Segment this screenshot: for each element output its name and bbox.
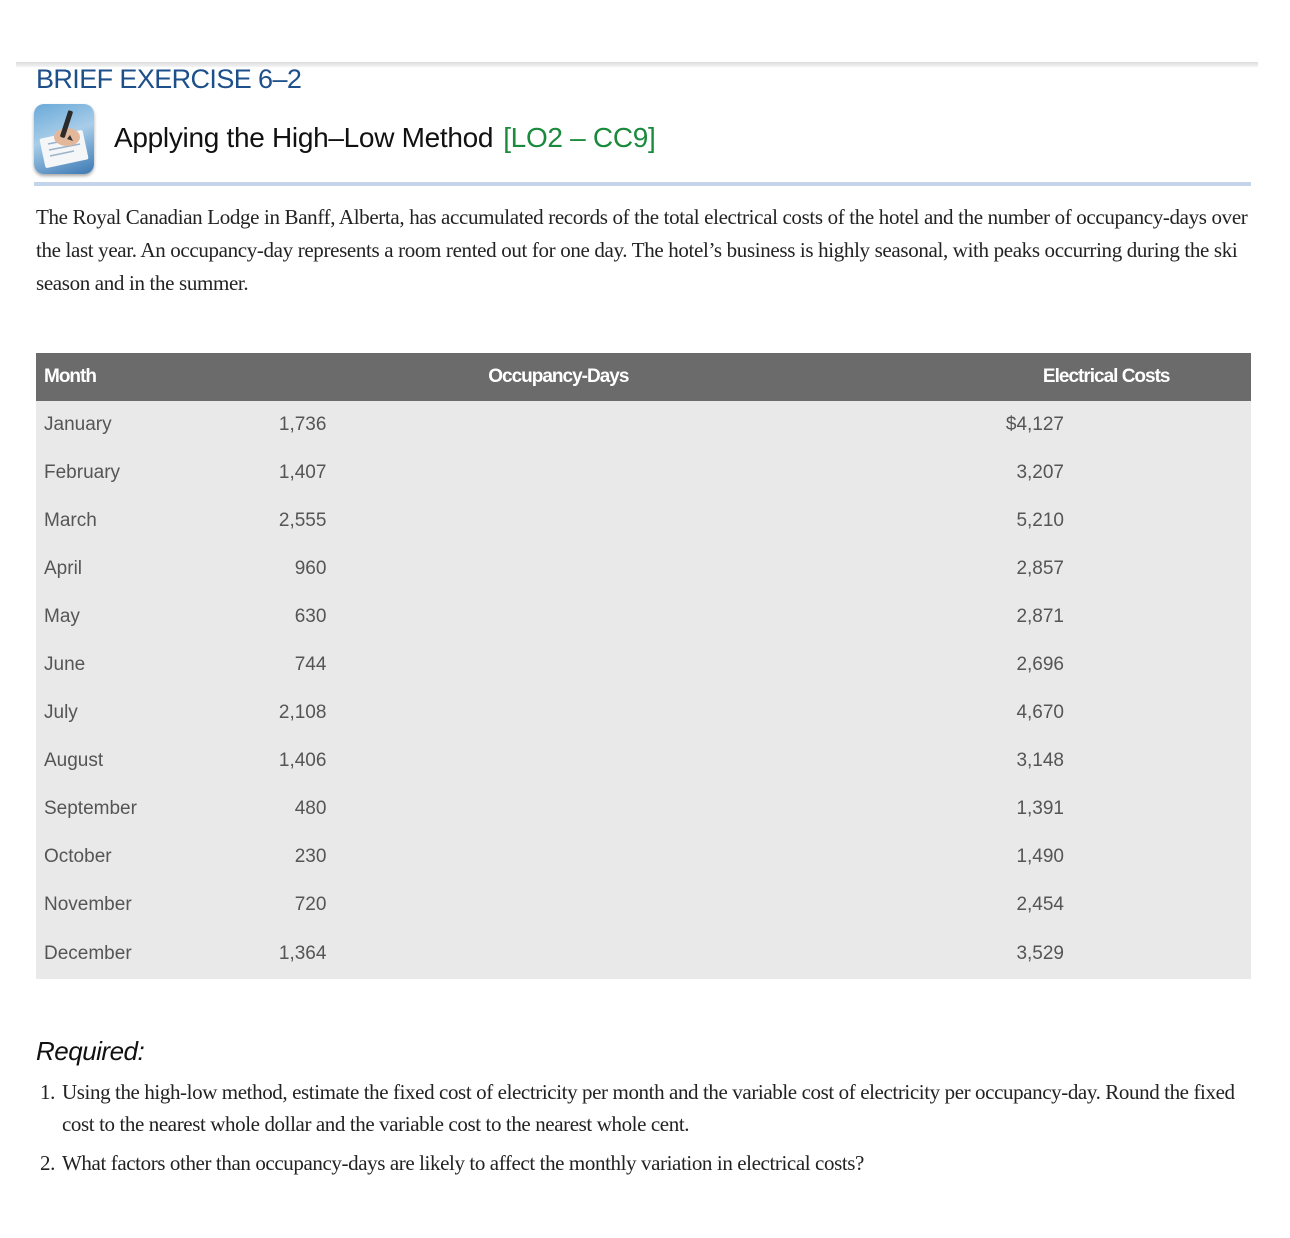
table-row (36, 833, 1251, 881)
table-row (36, 929, 1251, 979)
column-header-occupancy-days: Occupancy-Days (488, 366, 629, 387)
electrical-costs-cell: 2,696 (1016, 654, 1064, 675)
required-item-text: Using the high-low method, estimate the fixed cost of electricity per month and the variable cost of electricity per occupancy-day. Round the fixed cost to the nearest whole dollar and the variable cost to the nearest whole cent. (62, 1080, 1235, 1136)
title-row (34, 104, 1250, 180)
month-cell: September (44, 798, 137, 819)
electrical-costs-cell: 4,670 (1016, 702, 1064, 723)
occupancy-days-cell: 230 (294, 846, 327, 867)
occupancy-days-cell: 1,407 (278, 462, 327, 483)
title-label: Applying the High–Low Method (114, 122, 494, 153)
occupancy-days-cell: 2,555 (278, 510, 327, 531)
occupancy-days-cell: 480 (294, 798, 327, 819)
table-row (36, 449, 1251, 497)
occupancy-days-cell: 1,736 (278, 414, 327, 435)
electrical-costs-cell: 3,207 (1016, 462, 1064, 483)
month-cell: March (44, 510, 97, 531)
table-row (36, 881, 1251, 929)
required-item (36, 1076, 1251, 1140)
column-header-electrical-costs: Electrical Costs (1042, 366, 1170, 387)
intro-paragraph: The Royal Canadian Lodge in Banff, Alberta, has accumulated records of the total electrical costs of the hotel and the number of occupancy-days over the last year. An occupancy-day represents a room rented out for one day. The hotel’s business is highly seasonal, with peaks occurring during the ski season and in the summer. (36, 205, 1248, 295)
table-row (36, 737, 1251, 785)
month-cell: April (44, 558, 83, 579)
table-row (36, 593, 1251, 641)
table-row (36, 545, 1251, 593)
occupancy-days-cell: 2,108 (278, 702, 327, 723)
table-row (36, 689, 1251, 737)
month-cell: August (44, 750, 104, 771)
pencil-writing-icon (34, 104, 94, 174)
title-divider (34, 182, 1251, 186)
required-item-number: 2. (40, 1151, 55, 1175)
month-cell: May (44, 606, 80, 627)
exercise-title (114, 122, 656, 154)
required-heading: Required: (36, 1036, 145, 1066)
table-row (36, 497, 1251, 545)
month-cell: February (44, 462, 121, 483)
required-item-text: What factors other than occupancy-days are likely to affect the monthly variation in electrical costs? (62, 1151, 864, 1175)
table-row (36, 641, 1251, 689)
occupancy-days-cell: 1,406 (278, 750, 327, 771)
column-header-month: Month (44, 366, 96, 387)
electrical-costs-cell: 2,871 (1016, 606, 1064, 627)
occupancy-days-cell: 720 (294, 894, 327, 915)
table-row (36, 401, 1251, 449)
month-cell: December (44, 943, 132, 964)
required-item (36, 1147, 1251, 1179)
occupancy-days-cell: 960 (294, 558, 327, 579)
electrical-costs-cell: 2,857 (1016, 558, 1064, 579)
month-cell: January (44, 414, 112, 435)
occupancy-days-cell: 1,364 (278, 943, 327, 964)
month-cell: November (44, 894, 132, 915)
electrical-costs-cell: 1,391 (1016, 798, 1064, 819)
required-list (36, 1076, 1251, 1186)
electrical-costs-cell: 2,454 (1016, 894, 1064, 915)
occupancy-days-cell: 630 (294, 606, 327, 627)
electrical-costs-cell: 5,210 (1016, 510, 1064, 531)
occupancy-days-cell: 744 (294, 654, 327, 675)
electrical-costs-cell: 1,490 (1016, 846, 1064, 867)
required-item-number: 1. (40, 1080, 55, 1104)
table-header-row (36, 353, 1251, 401)
exercise-label: BRIEF EXERCISE 6–2 (36, 64, 302, 94)
electrical-costs-table (36, 353, 1251, 979)
table-row (36, 785, 1251, 833)
month-cell: July (44, 702, 78, 723)
month-cell: June (44, 654, 86, 675)
electrical-costs-cell: 3,529 (1016, 943, 1064, 964)
month-cell: October (44, 846, 112, 867)
electrical-costs-cell: $4,127 (1005, 414, 1064, 435)
electrical-costs-cell: 3,148 (1016, 750, 1064, 771)
learning-objective-tag: [LO2 – CC9] (503, 122, 656, 153)
